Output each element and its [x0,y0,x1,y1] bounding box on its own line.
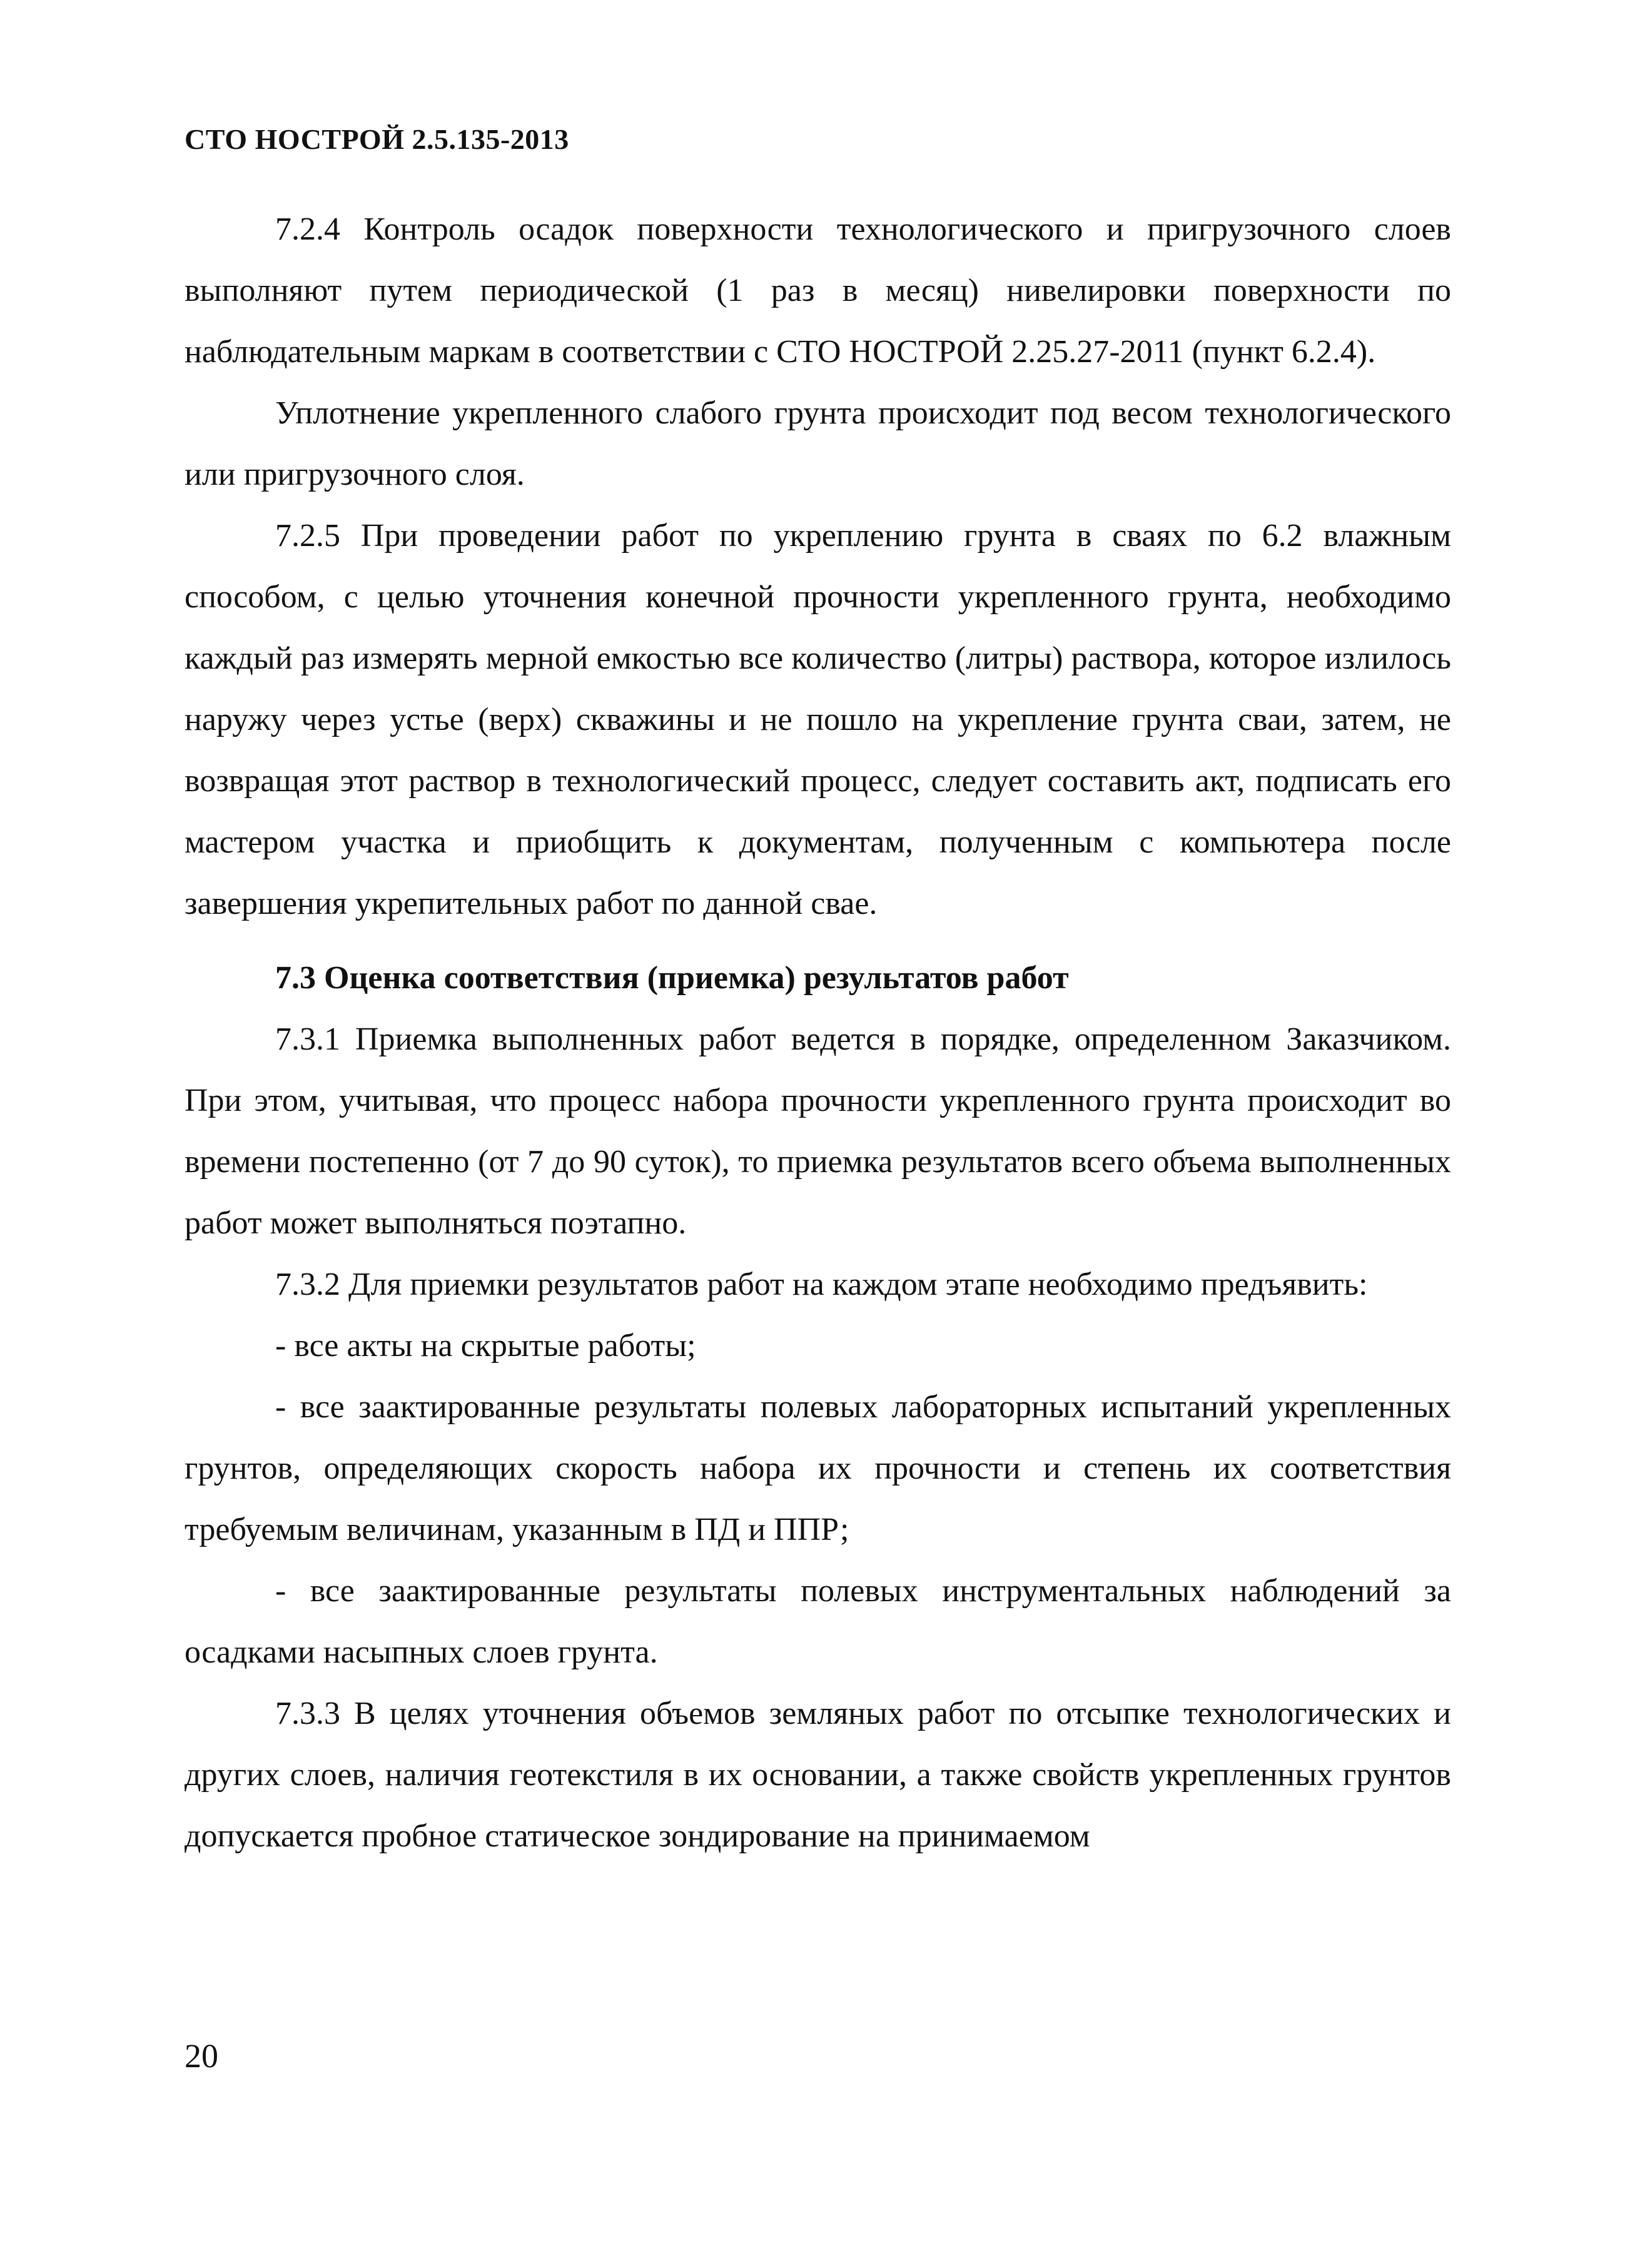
paragraph-7-3-3: 7.3.3 В целях уточнения объемов земляных работ по отсыпке технологических и других слоев, наличия геотекстиля в их основании, а также свойств укрепленных грунтов допускается пробное статическое зондирование на принимаемом [185,1696,1451,1854]
document-header: СТО НОСТРОЙ 2.5.135-2013 [185,123,569,155]
paragraph-7-3-1: 7.3.1 Приемка выполненных работ ведется в порядке, определенном Заказчиком. При этом, учитывая, что процесс набора прочности укрепленного грунта происходит во времени постепенно (от 7 до 90 суток), то приемка результатов всего объема выполненных работ может выполняться поэтапно. [185,1021,1451,1241]
paragraph-7-2-4: 7.2.4 Контроль осадок поверхности технологического и пригрузочного слоев выполняют путем периодической (1 раз в месяц) нивелировки поверхности по наблюдательным маркам в соответствии с СТО НОСТРОЙ 2.25.27-2011 (пункт 6.2.4). [185,211,1451,370]
body-text-block-1 [185,199,1451,934]
section-heading-7-3: 7.3 Оценка соответствия (приемка) результатов работ [275,960,1069,996]
body-text-block-2 [185,948,1451,1867]
paragraph-7-2-5: 7.2.5 При проведении работ по укреплению грунта в сваях по 6.2 влажным способом, с целью уточнения конечной прочности укрепленного грунта, необходимо каждый раз измерять мерной емкостью все количество (литры) раствора, которое излилось наружу через устье (верх) скважины и не пошло на укрепление грунта сваи, затем, не возвращая этот раствор в технологический процесс, следует составить акт, подписать его мастером участка и приобщить к документам, полученным с компьютера после завершения укрепительных работ по данной свае. [185,518,1451,921]
list-item-settlement-observations: - все заактированные результаты полевых инструментальных наблюдений за осадками насыпных слоев грунта. [185,1573,1451,1670]
list-item-lab-tests: - все заактированные результаты полевых лабораторных испытаний укрепленных грунтов, определяющих скорость набора их прочности и степень их соответствия требуемым величинам, указанным в ПД и ППР; [185,1389,1451,1547]
list-item-hidden-works: - все акты на скрытые работы; [275,1328,696,1364]
page-number: 20 [185,2037,218,2075]
paragraph-7-3-2: 7.3.2 Для приемки результатов работ на каждом этапе необходимо предъявить: [275,1267,1368,1302]
paragraph-compaction: Уплотнение укрепленного слабого грунта происходит под весом технологического или пригрузочного слоя. [185,395,1451,492]
